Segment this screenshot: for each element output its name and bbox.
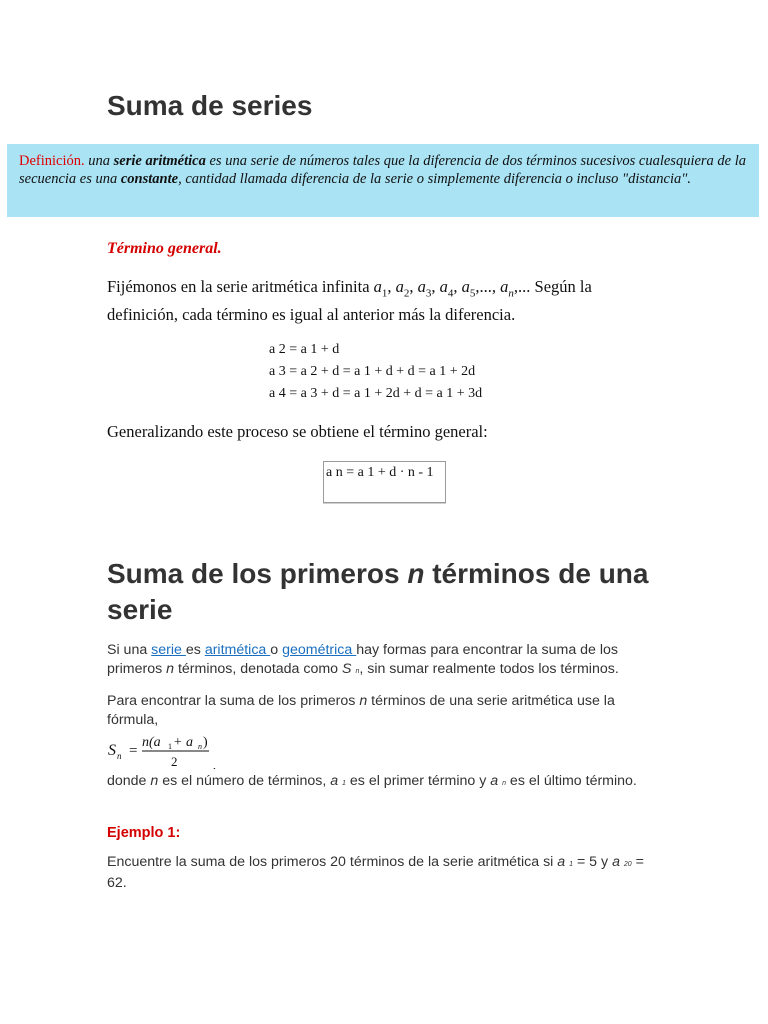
formula-intro-paragraph: Para encontrar la suma de los primeros n términos de una serie aritmética use la fórmula, (107, 693, 615, 728)
series-paragraph: Si una serie es aritmética o geométrica hay formas para encontrar la suma de los primeros n términos, denotada como S n, sin sumar realmente todos los términos. (107, 642, 619, 677)
svg-text:n: n (117, 751, 122, 761)
section-heading: Suma de los primeros n términos de una serie (107, 558, 649, 625)
svg-text:): ) (203, 735, 208, 750)
formula-explanation-paragraph: donde n es el número de términos, a 1 es el primer término y a n es el último término. (107, 773, 637, 789)
svg-text:,: , (213, 758, 216, 769)
definition-box (7, 144, 759, 217)
equation-line: a 4 = a 3 + d = a 1 + 2d + d = a 1 + 3d (269, 386, 483, 401)
link-serie[interactable]: serie (151, 642, 186, 658)
general-formula-box (323, 461, 446, 503)
link-geometrica[interactable]: geométrica (282, 642, 357, 658)
definition-label: Definición. (19, 153, 85, 169)
svg-text:2: 2 (171, 754, 178, 769)
definition-text: es una serie de números tales que la diferencia de dos términos sucesivos cualesquiera de la secuencia es una (19, 153, 747, 187)
definition-text: , cantidad llamada diferencia de la serie o simplemente diferencia o incluso "distancia". (178, 171, 691, 187)
svg-text:n: n (198, 742, 202, 751)
svg-text:n(a: n(a (142, 735, 161, 750)
equations-block (269, 339, 482, 405)
svg-text:=: = (129, 743, 138, 759)
link-aritmetica[interactable]: aritmética (204, 642, 271, 658)
svg-text:S: S (108, 742, 116, 759)
svg-text:1: 1 (168, 742, 172, 751)
intro-paragraph: Fijémonos en la serie aritmética infinita $a_1$, $a_2$, $a_3$, $a_4$, $a_5$,..., $a_n$,... Según la definición, cada término es igual al anterior más la diferencia. (107, 277, 592, 325)
sum-formula-graphic (107, 733, 227, 769)
svg-text:+ a: + a (173, 735, 193, 750)
generalizing-paragraph: Generalizando este proceso se obtiene el término general: (107, 422, 488, 441)
equation-line: a 3 = a 2 + d = a 1 + d + d = a 1 + 2d (269, 364, 476, 379)
example-paragraph: Encuentre la suma de los primeros 20 términos de la serie aritmética si a 1 = 5 y a 20 = 62. (107, 854, 644, 891)
example-heading: Ejemplo 1: (107, 825, 181, 841)
general-term-heading: Término general. (107, 240, 222, 257)
definition-bold-term: serie aritmética (113, 153, 206, 169)
page-title: Suma de series (107, 90, 313, 121)
definition-bold-constant: constante (120, 171, 179, 187)
general-formula: a n = a 1 + d · n - 1 (326, 465, 434, 480)
sum-formula (107, 733, 227, 774)
definition-text: una (84, 153, 114, 169)
equation-line: a 2 = a 1 + d (269, 342, 340, 357)
